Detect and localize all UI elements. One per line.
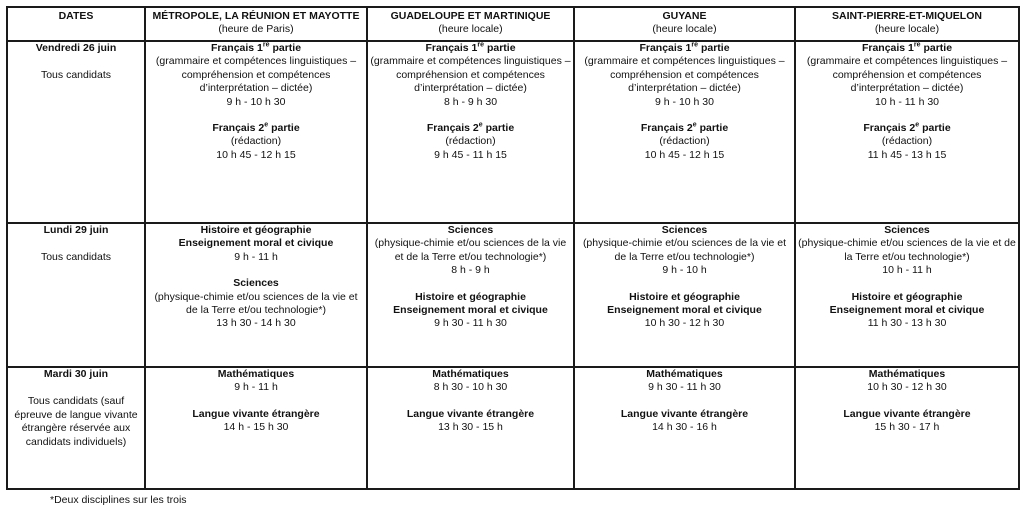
exam-description: (rédaction) [881,135,933,148]
exam-subject-text: Français 1 [639,42,692,54]
header-title: GUYANE [662,10,707,22]
candidates-label: Tous candidats [40,69,112,82]
exam-subject [148,42,364,55]
exam-subject-text: Mathématiques [217,368,295,380]
exam-block [798,368,1016,395]
exam-subject [577,368,792,381]
exam-block [148,122,364,162]
exam-block [148,408,364,435]
exam-time: 14 h - 15 h 30 [223,421,289,434]
exam-block [798,291,1016,331]
header-title: GUADELOUPE ET MARTINIQUE [390,10,551,22]
header-title: DATES [58,10,94,22]
exam-subject-text: Histoire et géographie [851,290,963,303]
candidates-label: Tous candidats (sauf épreuve de langue vivante étrangère réservée aux candidats individuels) [14,395,138,448]
header-saint-pierre [795,7,1019,41]
exam-subject [370,224,571,237]
exam-description: (grammaire et compétences linguistiques – compréhension et compétences d’interprétation – dictée) [806,55,1008,95]
exam-subject [798,122,1016,135]
exam-time: 9 h - 10 h 30 [226,95,286,108]
exam-schedule [6,6,1018,506]
exam-block [370,224,571,278]
exam-time: 10 h 30 - 12 h 30 [867,381,947,394]
exam-description: (physique-chimie et/ou sciences de la vie et de la Terre et/ou technologie*) [798,237,1016,263]
exam-subject [798,224,1016,237]
date-label: Vendredi 26 juin [35,42,117,54]
exam-subject-text: Sciences [884,224,930,236]
exam-time: 10 h 45 - 12 h 15 [644,148,725,161]
exam-subject-suffix: partie [484,42,516,54]
exam-subject-suffix: partie [696,122,729,135]
exam-block [577,291,792,331]
exam-subject-text: Histoire et géographie [629,290,740,303]
exam-subject [370,122,571,135]
exam-block [798,408,1016,435]
exam-subject-text: Sciences [233,277,279,290]
exam-subject-suffix: partie [269,42,302,54]
exam-time: 13 h 30 - 14 h 30 [216,317,296,330]
exam-subject-suffix: partie [268,122,300,135]
exam-subject-text: Français 2 [863,122,916,135]
header-row [7,7,1019,41]
date-label: Mardi 30 juin [43,368,109,380]
exam-block [370,42,571,109]
exam-time: 9 h - 10 h 30 [655,95,714,108]
exam-subject [577,291,792,304]
exam-subject-suffix: partie [698,42,730,54]
schedule-row [7,41,1019,223]
exam-description: (physique-chimie et/ou sciences de la vie et de la Terre et/ou technologie*) [374,237,567,263]
ordinal-suffix: e [264,121,269,129]
exam-time: 11 h 30 - 13 h 30 [867,317,947,330]
exam-description: (grammaire et compétences linguistiques – compréhension et compétences d’interprétation – dictée) [584,55,785,95]
exam-time: 9 h 30 - 11 h 30 [648,381,721,394]
exam-time: 15 h 30 - 17 h [874,421,940,434]
exam-time: 11 h 45 - 13 h 15 [867,148,947,161]
exam-subject [798,408,1016,421]
exam-subject-text: Français 2 [640,122,693,135]
exam-time: 14 h 30 - 16 h [652,421,717,434]
exam-block [577,122,792,162]
candidates-label: Tous candidats [40,251,112,264]
exam-cell [145,223,367,367]
ordinal-suffix: e [692,121,697,129]
header-subtitle: (heure locale) [652,23,717,35]
exam-subject-text: Histoire et géographie [415,290,526,303]
exam-subject-secondary: Enseignement moral et civique [607,304,762,317]
ordinal-suffix: e [915,121,920,129]
exam-time: 10 h - 11 h [882,264,932,277]
exam-subject-secondary: Enseignement moral et civique [829,304,985,317]
exam-block [148,277,364,331]
exam-time: 9 h 45 - 11 h 15 [434,148,507,161]
exam-time: 10 h - 11 h 30 [874,95,940,108]
ordinal-suffix: re [691,41,699,49]
header-guyane [574,7,795,41]
exam-cell [367,223,574,367]
exam-cell [367,41,574,223]
exam-cell [574,41,795,223]
exam-block [148,368,364,395]
exam-description: (rédaction) [230,135,282,148]
exam-subject-secondary: Enseignement moral et civique [393,304,548,317]
exam-block [577,42,792,109]
exam-cell [145,367,367,489]
exam-time: 10 h 45 - 12 h 15 [216,148,296,161]
exam-subject [148,122,364,135]
exam-subject [577,42,792,55]
exam-subject [577,408,792,421]
exam-block [577,368,792,395]
date-cell [7,367,145,489]
exam-subject [148,368,364,381]
exam-subject [577,122,792,135]
exam-subject-text: Langue vivante étrangère [620,407,749,420]
exam-subject-text: Mathématiques [646,368,723,380]
exam-subject-text: Langue vivante étrangère [192,407,320,420]
exam-block [370,291,571,331]
exam-time: 9 h - 11 h [234,250,278,263]
date-cell [7,223,145,367]
exam-block [798,122,1016,162]
exam-cell [795,367,1019,489]
exam-subject [148,224,364,237]
exam-time: 13 h 30 - 15 h [438,421,503,434]
exam-block [577,224,792,278]
schedule-row [7,223,1019,367]
exam-description: (grammaire et compétences linguistiques – compréhension et compétences d’interprétation – dictée) [370,55,571,95]
exam-cell [367,367,574,489]
exam-subject [148,277,364,290]
ordinal-suffix: e [478,121,483,129]
header-title: MÉTROPOLE, LA RÉUNION ET MAYOTTE [152,10,360,22]
ordinal-suffix: re [477,41,485,49]
exam-subject-text: Français 1 [425,42,478,54]
exam-subject-text: Histoire et géographie [200,224,312,236]
exam-subject-text: Langue vivante étrangère [843,407,971,420]
exam-cell [795,41,1019,223]
exam-subject-text: Français 2 [426,122,479,135]
exam-subject-text: Sciences [447,224,494,236]
exam-description: (rédaction) [445,135,496,148]
exam-subject-text: Français 2 [212,122,265,135]
exam-block [148,224,364,264]
exam-subject [798,42,1016,55]
exam-description: (physique-chimie et/ou sciences de la vie et de la Terre et/ou technologie*) [582,237,787,263]
exam-time: 8 h - 9 h [451,264,490,277]
header-guadeloupe [367,7,574,41]
exam-subject [148,408,364,421]
exam-subject-text: Langue vivante étrangère [406,407,535,420]
date-label: Lundi 29 juin [43,224,109,236]
date-cell [7,41,145,223]
exam-block [577,408,792,435]
exam-block [370,368,571,395]
header-metropole [145,7,367,41]
exam-cell [795,223,1019,367]
exam-block [370,122,571,162]
exam-cell [574,223,795,367]
exam-block [148,42,364,109]
exam-subject [370,42,571,55]
exam-time: 8 h 30 - 10 h 30 [433,381,508,394]
header-subtitle: (heure locale) [874,23,940,35]
exam-time: 10 h 30 - 12 h 30 [644,317,725,330]
exam-subject-text: Sciences [661,224,708,236]
ordinal-suffix: re [913,41,921,49]
exam-subject-text: Français 1 [210,42,263,54]
exam-cell [574,367,795,489]
exam-subject [798,368,1016,381]
exam-subject-suffix: partie [920,42,953,54]
exam-time: 9 h - 10 h [662,264,707,277]
exam-block [798,224,1016,278]
header-subtitle: (heure de Paris) [218,23,294,35]
header-title: SAINT-PIERRE-ET-MIQUELON [832,10,982,22]
exam-subject [370,408,571,421]
exam-subject-text: Mathématiques [868,368,946,380]
ordinal-suffix: re [262,41,270,49]
exam-block [370,408,571,435]
exam-subject-suffix: partie [482,122,515,135]
exam-description: (physique-chimie et/ou sciences de la vie et de la Terre et/ou technologie*) [154,290,358,317]
exam-subject [370,368,571,381]
exam-description: (rédaction) [659,135,710,148]
exam-subject [370,291,571,304]
exam-subject [577,224,792,237]
exam-subject-text: Mathématiques [432,368,509,380]
exam-description: (grammaire et compétences linguistiques – compréhension et compétences d’interprétation – dictée) [155,55,357,95]
exam-time: 9 h - 11 h [234,381,278,394]
exam-subject-text: Français 1 [861,42,914,54]
exam-cell [145,41,367,223]
header-subtitle: (heure locale) [438,23,503,35]
schedule-row [7,367,1019,489]
exam-subject-suffix: partie [919,122,951,135]
exam-subject [798,291,1016,304]
header-dates [7,7,145,41]
exam-block [798,42,1016,109]
schedule-table [6,6,1020,490]
exam-time: 9 h 30 - 11 h 30 [434,317,507,330]
footnote: *Deux disciplines sur les trois [50,494,187,506]
exam-subject-secondary: Enseignement moral et civique [178,237,334,250]
exam-time: 8 h - 9 h 30 [443,95,498,108]
